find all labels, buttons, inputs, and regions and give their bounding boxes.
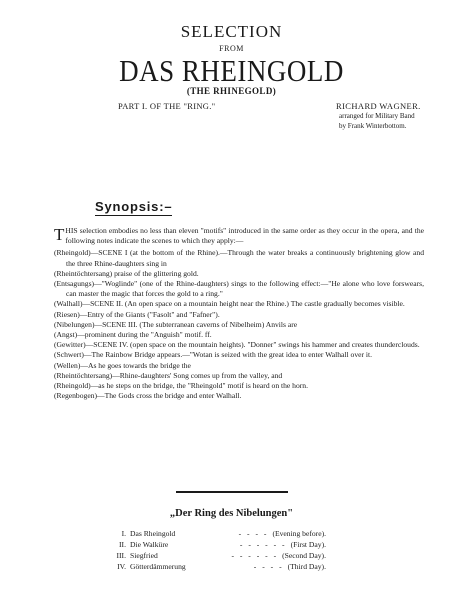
ring-item-day: (Third Day). xyxy=(287,562,326,571)
composer-name: RICHARD WAGNER. xyxy=(336,101,421,111)
synopsis-entry: (Angst)—prominent during the "Anguish" motif. ff. xyxy=(54,330,212,340)
arranger-line-1: arranged for Military Band xyxy=(339,112,415,120)
ring-list-item xyxy=(112,561,326,572)
synopsis-entry: (Riesen)—Entry of the Giants ("Fasolt" and "Fafner"). xyxy=(54,309,220,319)
ring-item-day: (Evening before). xyxy=(272,529,326,538)
part-label: PART I. OF THE "RING." xyxy=(118,101,216,111)
ring-item-number: IV. xyxy=(117,562,126,571)
synopsis-intro xyxy=(54,226,424,246)
synopsis-body xyxy=(54,226,424,401)
ring-item-number: I. xyxy=(121,529,126,538)
drop-cap: T xyxy=(54,225,65,244)
synopsis-entry: (Wellen)—As he goes towards the bridge the xyxy=(54,360,191,370)
synopsis-entry: (Rheintöchtersang) praise of the glittering gold. xyxy=(54,268,199,278)
synopsis-entry: (Nibelungen)—SCENE III. (The subterranean caverns of Nibelheim) Anvils are xyxy=(54,319,298,329)
synopsis-entry: (Regenbogen)—The Gods cross the bridge and enter Walhall. xyxy=(54,391,242,401)
synopsis-entry: (Schwert)—The Rainbow Bridge appears.—"Wotan is seized with the great idea to enter Walhall over it. xyxy=(54,350,373,360)
synopsis-entry: (Rheingold)—as he steps on the bridge, the "Rheingold" motif is heard on the horn. xyxy=(54,381,309,391)
ring-item-leader: - - - - - - xyxy=(231,551,279,560)
synopsis-entry: (Entsagungs)—"Woglinde" (one of the Rhine-daughters) sings to the following effect:—"He alone who love forswears, can master the magic that forces the gold to a ring." xyxy=(54,279,424,299)
ring-item-day: (First Day). xyxy=(290,540,326,549)
synopsis-entry: (Walhall)—SCENE II. (An open space on a mountain height near the Rhine.) The castle gradually becomes visible. xyxy=(54,299,405,309)
main-title: DAS RHEINGOLD xyxy=(119,54,344,88)
synopsis-entry: (Rheintöchtersang)—Rhine-daughters' Song comes up from the valley, and xyxy=(54,370,283,380)
ring-item-leader: - - - - xyxy=(253,562,284,571)
ring-item-leader: - - - - xyxy=(238,529,269,538)
ring-cycle-list xyxy=(112,528,326,572)
synopsis-heading xyxy=(95,199,172,214)
selection-heading: SELECTION xyxy=(180,22,283,41)
ring-item-name: Siegfried xyxy=(130,551,158,560)
arranger-line-2: by Frank Winterbottom. xyxy=(339,121,407,130)
ring-cycle-title: „Der Ring des Nibelungen" xyxy=(169,508,294,519)
ring-item-name: Das Rheingold xyxy=(130,529,176,538)
ring-item-leader: - - - - - - xyxy=(239,540,287,549)
ring-list-item xyxy=(112,539,326,550)
subtitle: (THE RHINEGOLD) xyxy=(186,86,277,96)
synopsis-heading-text: Synopsis:– xyxy=(95,199,173,214)
ring-item-day: (Second Day). xyxy=(282,551,326,560)
ring-item-name: Die Walküre xyxy=(130,540,169,549)
section-divider xyxy=(176,491,288,493)
from-label: FROM xyxy=(219,44,244,53)
intro-text: HIS selection embodies no less than eleven "motifs" introduced in the same order as they occur in the opera, and the following notes indicate the scenes to which they apply:— xyxy=(65,226,424,246)
ring-item-number: III. xyxy=(116,551,126,560)
ring-item-number: II. xyxy=(119,540,126,549)
ring-list-item xyxy=(112,550,326,561)
ring-list-item xyxy=(112,528,326,539)
ring-item-name: Götterdämmerung xyxy=(130,562,186,571)
arranger-credit xyxy=(339,112,449,131)
synopsis-entry: (Gewitter)—SCENE IV. (open space on the mountain heights). "Donner" swings his hammer and creates thunderclouds. xyxy=(54,340,420,350)
synopsis-entry: (Rheingold)—SCENE I (at the bottom of the Rhine).—Through the water breaks a continuously brightening glow and the three Rhine-daughters sing in xyxy=(54,248,424,268)
